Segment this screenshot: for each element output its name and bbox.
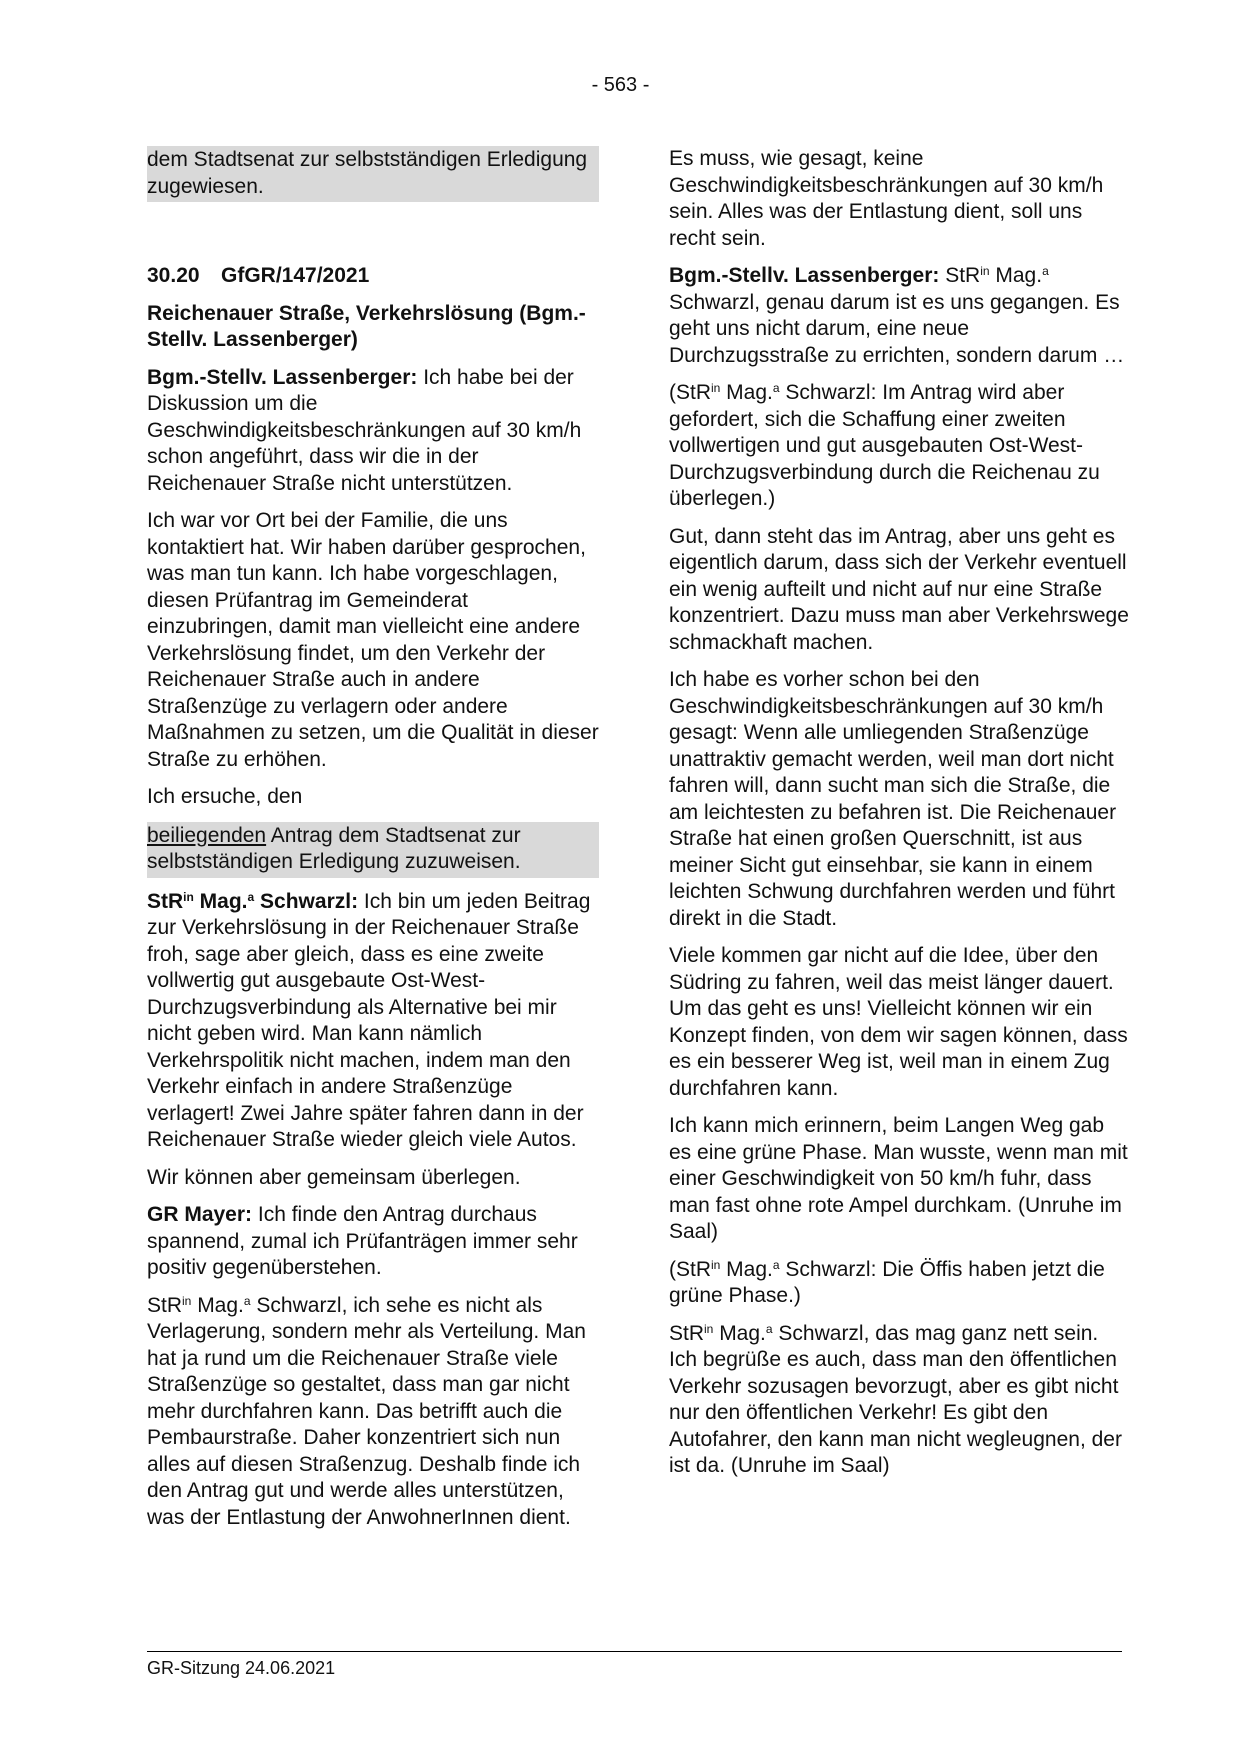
underlined-word: beiliegenden (147, 823, 267, 847)
paragraph (147, 365, 599, 498)
agenda-item-heading (147, 263, 599, 290)
agenda-item-title: Reichenauer Straße, Verkehrslösung (Bgm.-Stellv. Lassenberger) (147, 301, 586, 351)
footer-divider (147, 1651, 1122, 1652)
right-column (669, 146, 1129, 1491)
motion-request (147, 822, 599, 878)
speaker-name: Bgm.-Stellv. Lassenberger: (147, 365, 418, 389)
paragraph: Ich habe es vorher schon bei den Geschwindigkeitsbeschränkungen auf 30 km/h gesagt: Wenn alle umliegenden Straßenzüge unattraktiv gemacht werden, weil man dort nicht fahren will, dann sucht man sich die Straße, die am leichtesten zu befahren ist. Die Reichenauer Straße hat einen großen Querschnitt, ist aus meiner Sicht gut einsehbar, sie kann in einem leichten Schwung durchfahren werden und führt direkt in die Stadt. (669, 668, 1117, 930)
paragraph: (StR$^{in}$ Mag.$^a$ Schwarzl: Im Antrag wird aber gefordert, sich die Schaffung einer zweiten vollwertigen und gut ausgebauten Ost-West-Durchzugsverbindung durch die Reichenau zu überlegen.) (669, 381, 1100, 510)
paragraph: StR$^{in}$ Mag.$^a$ Schwarzl, das mag ganz nett sein. Ich begrüße es auch, dass man den öffentlichen Verkehr sozusagen bevorzugt, aber es gibt nicht nur den öffentlichen Verkehr! Es gibt den Autofahrer, den kann man nicht wegleugnen, der ist da. (Unruhe im Saal) (669, 1321, 1122, 1477)
speech-text: Schwarzl, das mag ganz nett sein. Ich begrüße es auch, dass man den öffentlichen Verkehr sozusagen bevorzugt, aber es gibt nicht nur den öffentlichen Verkehr! Es gibt den Autofahrer, den kann man nicht wegleugnen, der ist da. (Unruhe im Saal) (669, 1321, 1122, 1477)
speaker-name: Bgm.-Stellv. Lassenberger: (669, 264, 940, 287)
footer-session-date: GR-Sitzung 24.06.2021 (147, 1658, 336, 1678)
paragraph: Ich ersuche, den (147, 785, 303, 808)
speech-text: Schwarzl, ich sehe es nicht als Verlagerung, sondern mehr als Verteilung. Man hat ja rund um die Reichenauer Straße viele Straßenzüge so gestaltet, dass man gar nicht mehr durchfahren kann. Das betrifft auch die Pembaurstraße. Daher konzentriert sich nun alles auf diesen Straßenzug. Deshalb finde ich den Antrag gut und werde alles unterstützen, was der Entlastung der AnwohnerInnen dient. (147, 1293, 586, 1529)
paragraph: StR$^{in}$ Mag.$^a$ Schwarzl, ich sehe es nicht als Verlagerung, sondern mehr als Verteilung. Man hat ja rund um die Reichenauer Straße viele Straßenzüge so gestaltet, dass man gar nicht mehr durchfahren kann. Das betrifft auch die Pembaurstraße. Daher konzentriert sich nun alles auf diesen Straßenzug. Deshalb finde ich den Antrag gut und werde alles unterstützen, was der Entlastung der AnwohnerInnen dient. (147, 1293, 586, 1529)
paragraph: Gut, dann steht das im Antrag, aber uns geht es eigentlich darum, dass sich der Verkehr eventuell ein wenig aufteilt und nicht auf nur eine Straße konzentriert. Dazu muss man aber Verkehrswege schmackhaft machen. (669, 524, 1129, 654)
speaker-name: GR Mayer: (147, 1203, 253, 1226)
interjection-text: Schwarzl: Im Antrag wird aber gefordert, sich die Schaffung einer zweiten vollwertigen und gut ausgebauten Ost-West-Durchzugsverbindung durch die Reichenau zu überlegen.) (669, 381, 1100, 510)
agenda-item-number: 30.20 (147, 264, 200, 287)
speech-text: Schwarzl, genau darum ist es uns gegangen. Es geht uns nicht darum, eine neue Durchzugsstraße zu errichten, sondern darum … (669, 290, 1125, 367)
page-number: - 563 - (591, 74, 650, 96)
left-column (147, 146, 599, 1542)
paragraph (147, 1202, 599, 1282)
speech-text: Ich habe bei der Diskussion um die Geschwindigkeitsbeschränkungen auf 30 km/h schon angeführt, dass wir die in der Reichenauer Straße nicht unterstützen. (147, 365, 582, 495)
paragraph: Ich kann mich erinnern, beim Langen Weg gab es eine grüne Phase. Man wusste, wenn man mit einer Geschwindigkeit von 50 km/h fuhr, dass man fast ohne rote Ampel durchkam. (Unruhe im Saal) (669, 1114, 1128, 1243)
paragraph: Ich war vor Ort bei der Familie, die uns kontaktiert hat. Wir haben darüber gesprochen, was man tun kann. Ich habe vorgeschlagen, diesen Prüfantrag im Gemeinderat einzubringen, damit man vielleicht eine andere Verkehrslösung findet, um den Verkehr der Reichenauer Straße auch in andere Straßenzüge zu verlagern oder andere Maßnahmen zu setzen, um die Qualität in dieser Straße zu erhöhen. (147, 509, 599, 771)
paragraph: Bgm.-Stellv. Lassenberger: StR$^{in}$ Mag.$^a$ Schwarzl, genau darum ist es uns gegangen. Es geht uns nicht darum, eine neue Durchzugsstraße zu errichten, sondern darum … (669, 264, 1125, 367)
speaker-name: StR$^{in}$ Mag.$^a$ Schwarzl: (147, 889, 359, 913)
motion-request-text: Antrag dem Stadtsenat zur selbstständigen Erledigung zuzuweisen. (147, 823, 521, 873)
agenda-item-code: GfGR/147/2021 (221, 264, 370, 287)
speech-text: Ich bin um jeden Beitrag zur Verkehrslösung in der Reichenauer Straße froh, sage aber gleich, dass es eine zweite vollwertig gut ausgebaute Ost-West-Durchzugsverbindung als Alternative bei mir nicht geben wird. Man kann nämlich Verkehrspolitik nicht machen, indem man den Verkehr einfach in andere Straßenzüge verlagert! Zwei Jahre später fahren dann in der Reichenauer Straße wieder gleich viele Autos. (147, 889, 591, 1151)
speech-text: Ich finde den Antrag durchaus spannend, zumal ich Prüfanträgen immer sehr positiv gegenüberstehen. (147, 1203, 578, 1279)
paragraph (147, 889, 599, 1154)
paragraph: Wir können aber gemeinsam überlegen. (147, 1165, 521, 1189)
continued-motion-text: dem Stadtsenat zur selbstständigen Erledigung zugewiesen. (147, 146, 599, 202)
paragraph: Es muss, wie gesagt, keine Geschwindigkeitsbeschränkungen auf 30 km/h sein. Alles was der Entlastung dient, soll uns recht sein. (669, 147, 1104, 250)
interjection-text: Schwarzl: Die Öffis haben jetzt die grüne Phase.) (669, 1257, 1105, 1307)
paragraph: (StR$^{in}$ Mag.$^a$ Schwarzl: Die Öffis haben jetzt die grüne Phase.) (669, 1257, 1105, 1307)
paragraph: Viele kommen gar nicht auf die Idee, über den Südring zu fahren, weil das meist länger dauert. Um das geht es uns! Vielleicht können wir ein Konzept finden, von dem wir sagen können, dass es ein besserer Weg ist, weil man in einem Zug durchfahren kann. (669, 944, 1128, 1100)
